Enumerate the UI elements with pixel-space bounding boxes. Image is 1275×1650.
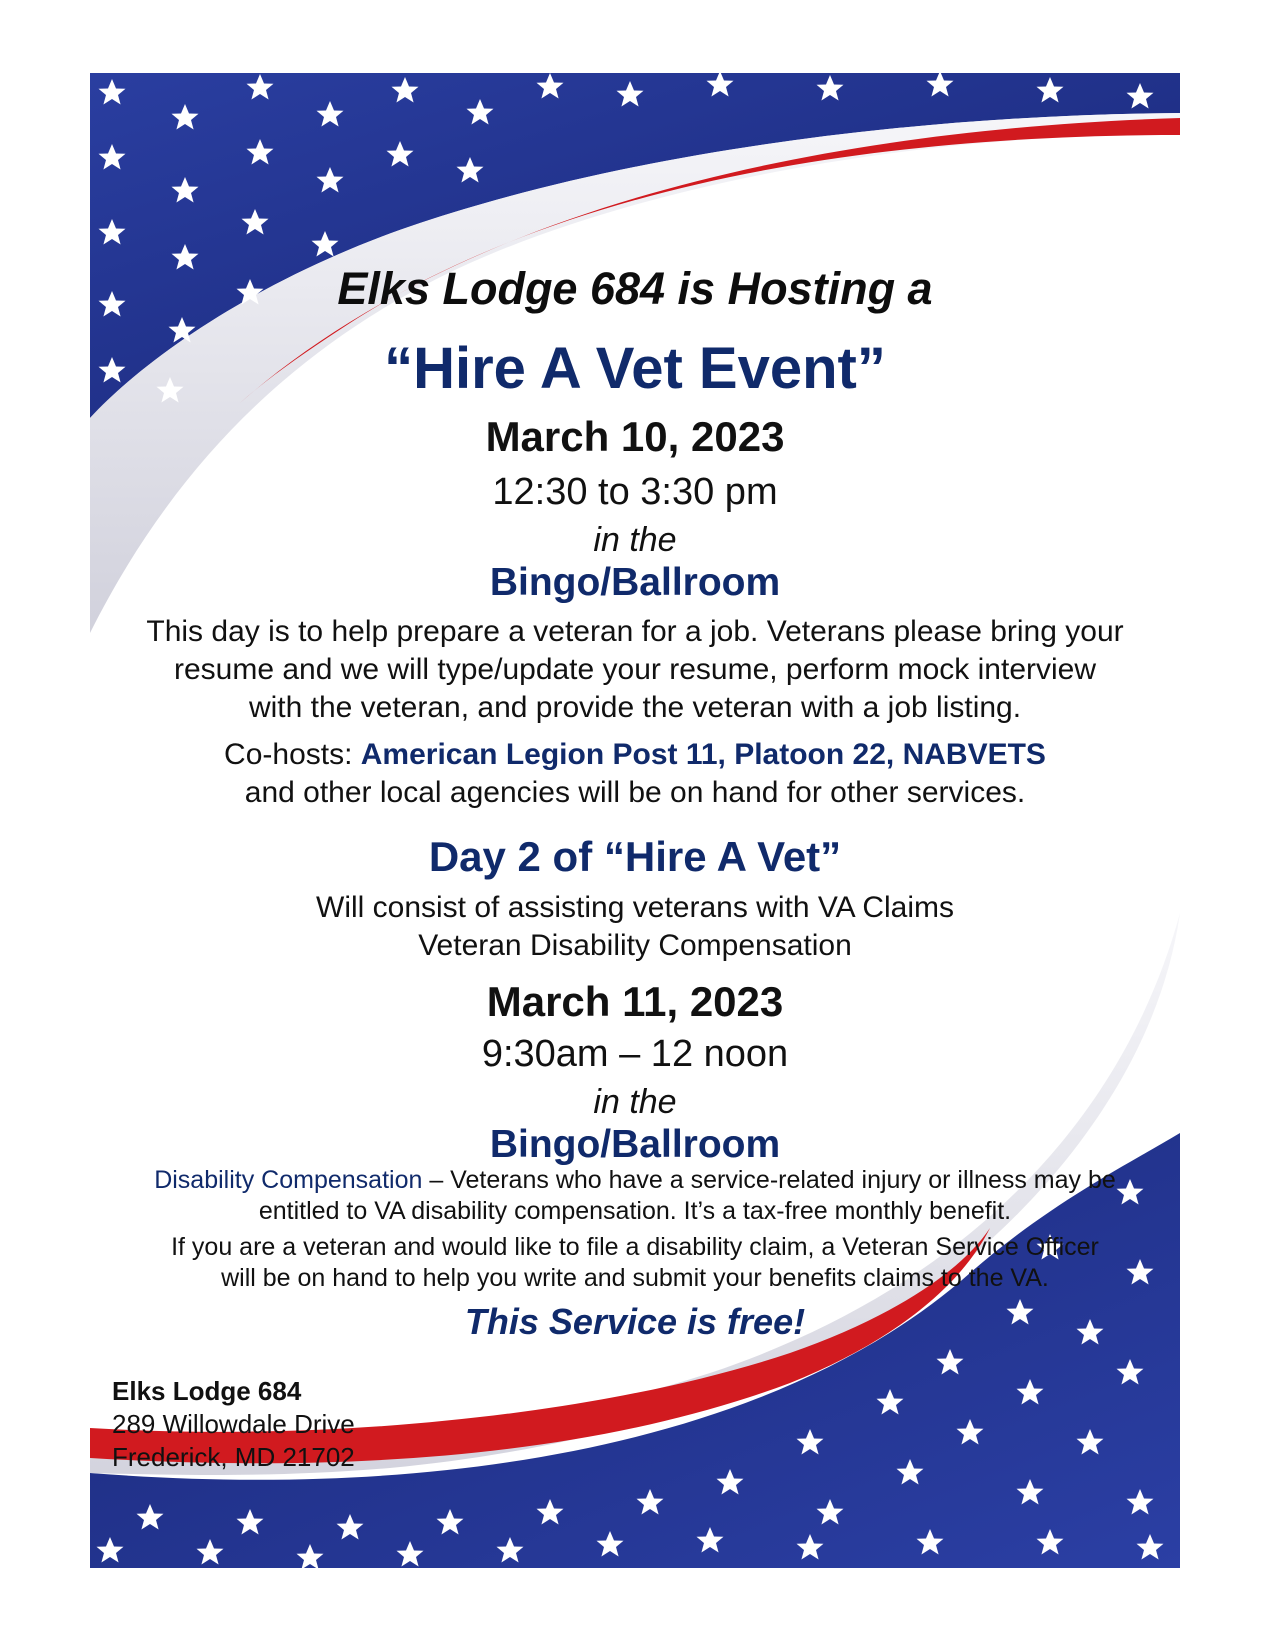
event-title: “Hire A Vet Event” bbox=[384, 336, 886, 401]
day2-title: Day 2 of “Hire A Vet” bbox=[428, 833, 842, 880]
cohosts-label: Co-hosts: bbox=[224, 738, 361, 771]
disability-term: Disability Compensation bbox=[154, 1166, 423, 1194]
day2-venue: Bingo/Ballroom bbox=[489, 1123, 781, 1166]
day1-time: 12:30 to 3:30 pm bbox=[492, 471, 778, 513]
day1-in-the: in the bbox=[593, 521, 677, 559]
disability-line1-rest: – Veterans who have a service-related injury or illness may be bbox=[422, 1166, 1116, 1194]
disability-line-2: entitled to VA disability compensation. It’s a tax-free monthly benefit. bbox=[258, 1197, 1012, 1225]
address-street: 289 Willowdale Drive bbox=[112, 1409, 355, 1439]
address-org: Elks Lodge 684 bbox=[112, 1376, 302, 1406]
day1-description bbox=[90, 613, 1180, 727]
cohosts-line-2: and other local agencies will be on hand for other services. bbox=[244, 776, 1026, 809]
day2-desc-line2: Veteran Disability Compensation bbox=[418, 929, 852, 962]
day2-in-the: in the bbox=[593, 1083, 677, 1121]
day2-date: March 11, 2023 bbox=[486, 978, 784, 1025]
claim-line-1: If you are a veteran and would like to file a disability claim, a Veteran Service Officer bbox=[171, 1233, 1099, 1261]
address-city: Frederick, MD 21702 bbox=[112, 1442, 355, 1472]
day1-date: March 10, 2023 bbox=[485, 413, 785, 460]
cohosts-line bbox=[90, 738, 1180, 772]
disability-line-1 bbox=[90, 1166, 1180, 1195]
cohosts-names: American Legion Post 11, Platoon 22, NABVETS bbox=[360, 738, 1046, 771]
day2-time: 9:30am – 12 noon bbox=[481, 1033, 789, 1075]
day1-venue: Bingo/Ballroom bbox=[489, 561, 781, 604]
day1-description-text: This day is to help prepare a veteran for a job. Veterans please bring your resume and we will type/update your resume, perform mock interview with the veteran, and provide the veteran with a job listing. bbox=[146, 615, 1124, 724]
address-block bbox=[112, 1375, 355, 1474]
day2-desc-line1: Will consist of assisting veterans with VA Claims bbox=[316, 891, 954, 924]
claim-line-2: will be on hand to help you write and submit your benefits claims to the VA. bbox=[221, 1264, 1049, 1292]
intro-heading: Elks Lodge 684 is Hosting a bbox=[337, 263, 933, 314]
flyer bbox=[90, 73, 1180, 1568]
free-service-note: This Service is free! bbox=[464, 1301, 806, 1342]
